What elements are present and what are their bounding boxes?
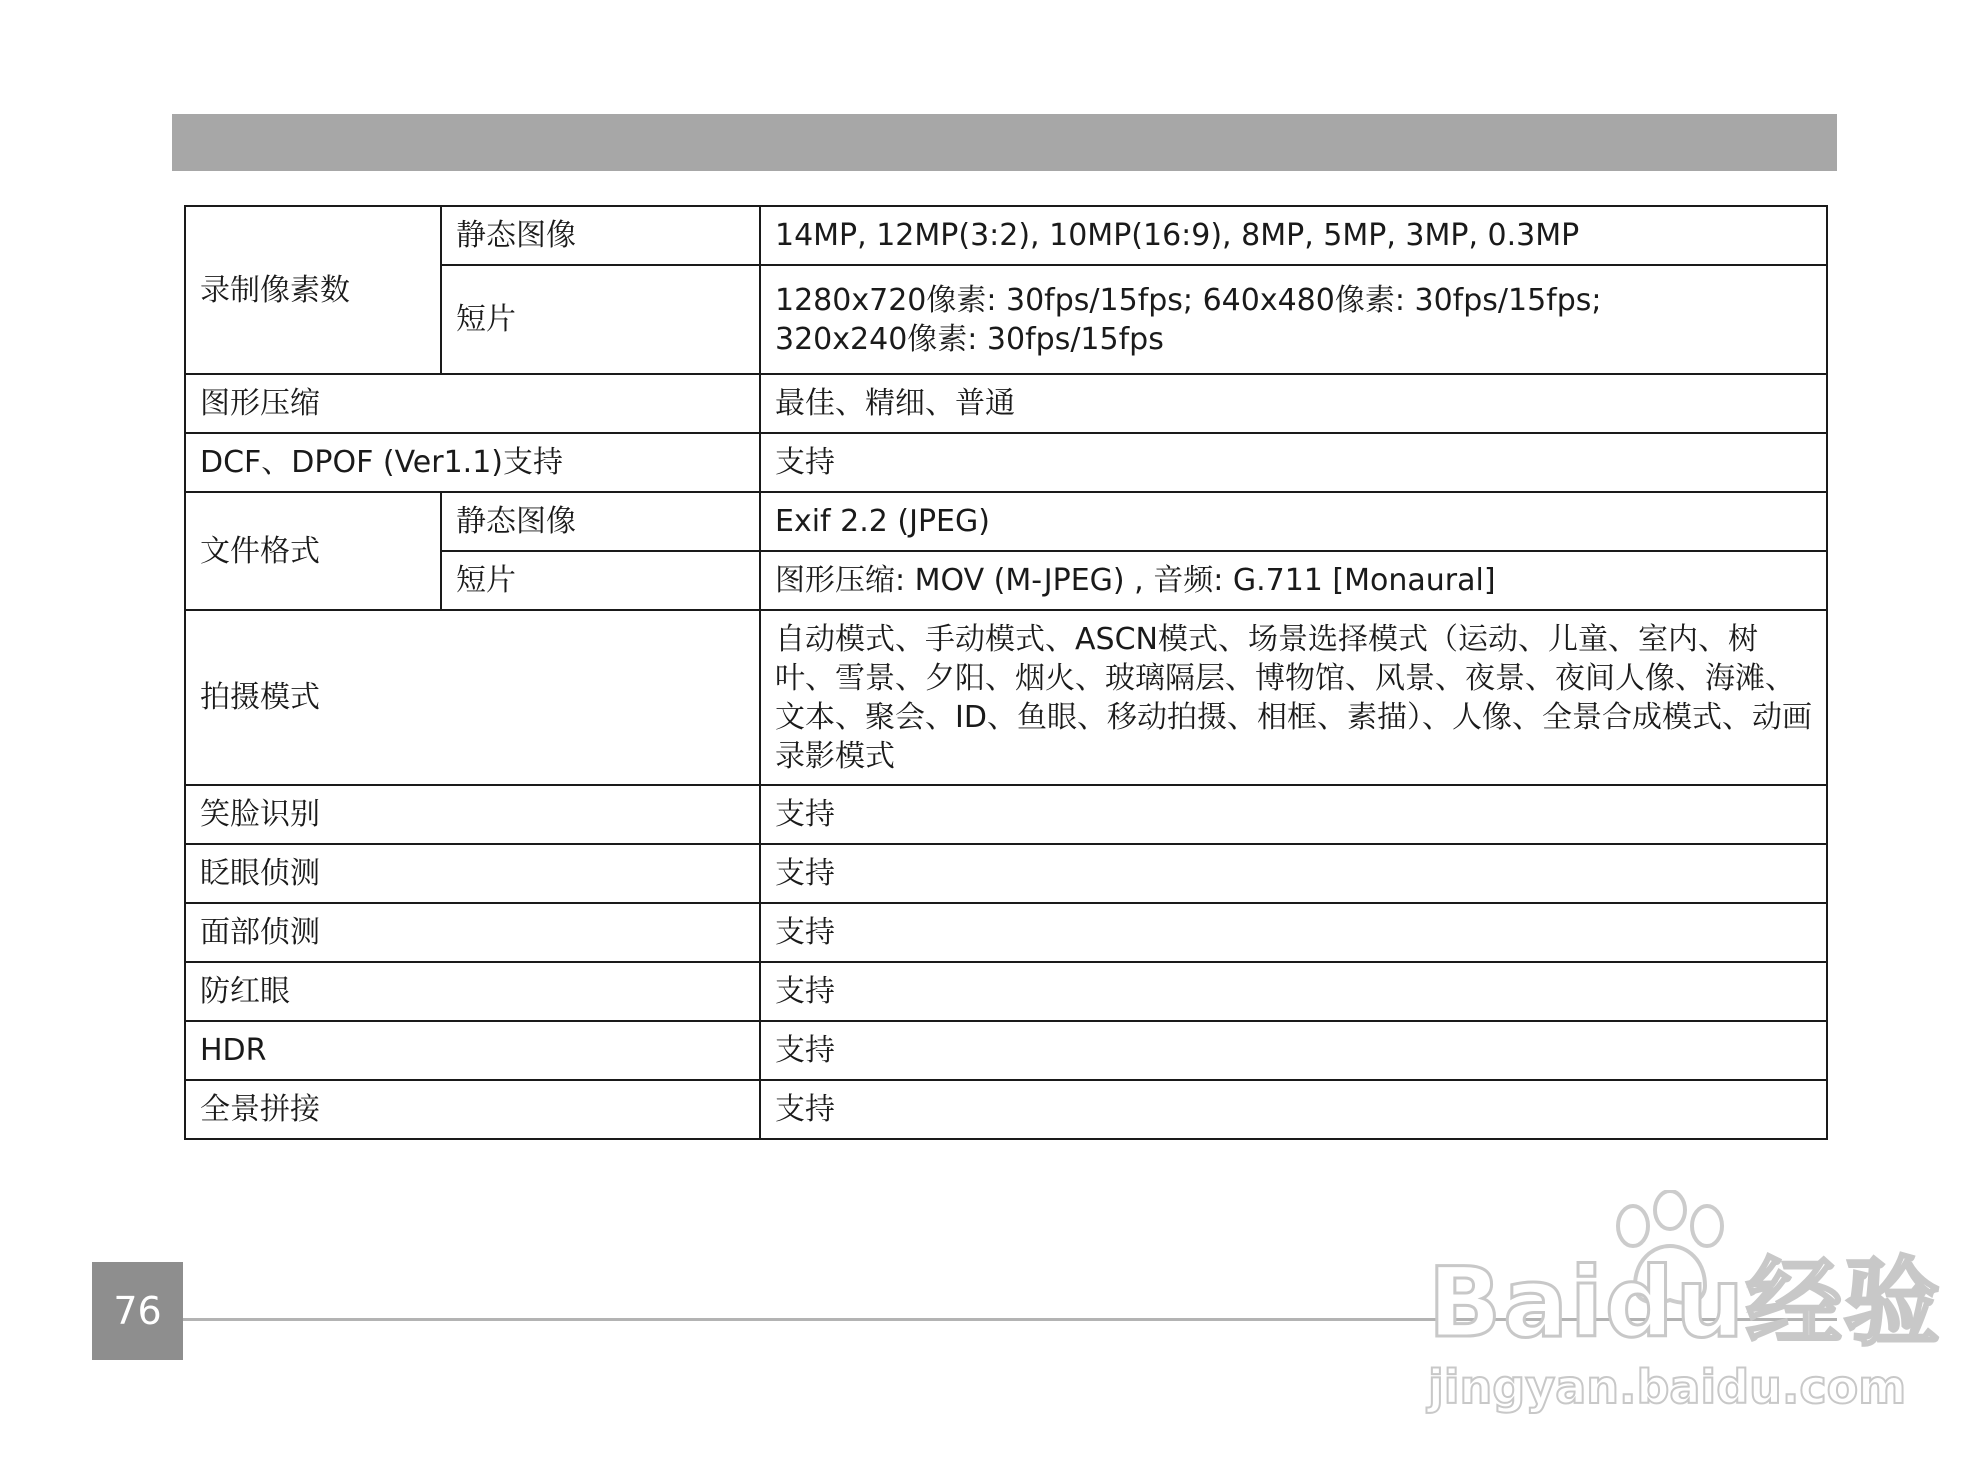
table-row [185, 433, 1827, 492]
red-eye-label: 防红眼 [185, 962, 760, 1021]
hdr-value: 支持 [760, 1021, 1827, 1080]
compression-label: 图形压缩 [185, 374, 760, 433]
spec-table [184, 205, 1828, 1140]
table-row [185, 374, 1827, 433]
table-row [185, 844, 1827, 903]
table-row [185, 492, 1827, 551]
face-detection-label: 面部侦测 [185, 903, 760, 962]
file-format-still-value: Exif 2.2 (JPEG) [760, 492, 1827, 551]
watermark-url: jingyan.baidu.com [1428, 1360, 1907, 1414]
table-row [185, 1080, 1827, 1139]
panorama-stitch-label: 全景拼接 [185, 1080, 760, 1139]
compression-value: 最佳、精细、普通 [760, 374, 1827, 433]
table-row [185, 1021, 1827, 1080]
file-format-clip-label: 短片 [441, 551, 760, 610]
smile-detection-value: 支持 [760, 785, 1827, 844]
page-number: 76 [92, 1262, 183, 1360]
face-detection-value: 支持 [760, 903, 1827, 962]
resolution-still-label: 静态图像 [441, 206, 760, 265]
file-format-still-label: 静态图像 [441, 492, 760, 551]
red-eye-value: 支持 [760, 962, 1827, 1021]
blink-detection-label: 眨眼侦测 [185, 844, 760, 903]
resolution-clip-label: 短片 [441, 265, 760, 374]
resolution-label: 录制像素数 [185, 206, 441, 374]
file-format-clip-value: 图形压缩: MOV (M-JPEG) , 音频: G.711 [Monaural] [760, 551, 1827, 610]
table-row [185, 962, 1827, 1021]
shooting-modes-label: 拍摄模式 [185, 610, 760, 785]
resolution-clip-line-2: 320x240像素: 30fps/15fps [775, 321, 1164, 357]
dcf-dpof-value: 支持 [760, 433, 1827, 492]
table-row [185, 206, 1827, 265]
hdr-label: HDR [185, 1021, 760, 1080]
header-bar [172, 114, 1837, 171]
baidu-watermark [1420, 1190, 1942, 1420]
table-row [185, 785, 1827, 844]
table-row [185, 610, 1827, 785]
table-row [185, 903, 1827, 962]
resolution-clip-value [760, 265, 1827, 374]
dcf-dpof-label: DCF、DPOF (Ver1.1)支持 [185, 433, 760, 492]
watermark-logo: Baidu经验 [1428, 1247, 1942, 1359]
smile-detection-label: 笑脸识别 [185, 785, 760, 844]
blink-detection-value: 支持 [760, 844, 1827, 903]
file-format-label: 文件格式 [185, 492, 441, 610]
shooting-modes-value: 自动模式、手动模式、ASCN模式、场景选择模式（运动、儿童、室内、树叶、雪景、夕阳、烟火、玻璃隔层、博物馆、风景、夜景、夜间人像、海滩、文本、聚会、ID、鱼眼、移动拍摄、相框、素描）、人像、全景合成模式、动画录影模式 [760, 610, 1827, 785]
resolution-clip-line-1: 1280x720像素: 30fps/15fps; 640x480像素: 30fps/15fps; [775, 282, 1602, 318]
panorama-stitch-value: 支持 [760, 1080, 1827, 1139]
resolution-still-value: 14MP, 12MP(3:2), 10MP(16:9), 8MP, 5MP, 3MP, 0.3MP [760, 206, 1827, 265]
